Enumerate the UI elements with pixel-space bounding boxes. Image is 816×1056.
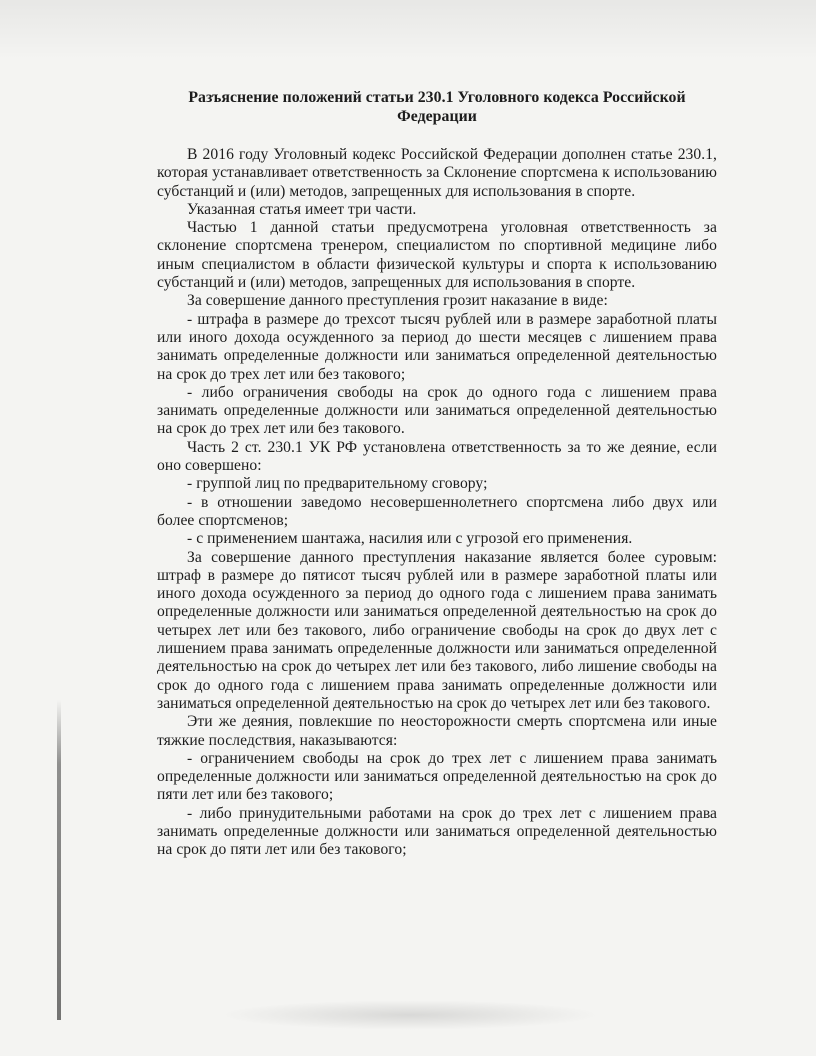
document-title: Разъяснение положений статьи 230.1 Уголовного кодекса Российской Федерации	[188, 89, 686, 125]
paragraph-intro: В 2016 году Уголовный кодекс Российской Федерации дополнен статье 230.1, которая устанавливает ответственность за Склонение спортсмена к использованию субстанций и (или) методов, запрещенных для использования в спорте.	[157, 146, 717, 200]
list-item-forced-labor: - либо принудительными работами на срок до трех лет с лишением права занимать определенные должности или заниматься определенной деятельностью на срок до пяти лет или без такового;	[157, 804, 717, 859]
list-item-blackmail: - с применением шантажа, насилия или с угрозой его применения.	[187, 530, 633, 548]
list-item-group: - группой лиц по предварительному сговору;	[187, 475, 488, 493]
list-item-restriction: - либо ограничения свободы на срок до одного года с лишением права занимать определенные должности или заниматься определенной деятельностью на срок до трех лет или без такового.	[157, 383, 717, 438]
list-item-restriction-3y: - ограничением свободы на срок до трех лет с лишением права занимать определенные должности или заниматься определенной деятельностью на срок до пяти лет или без такового;	[157, 749, 717, 804]
scan-shadow	[0, 0, 816, 60]
scan-smudge	[220, 1000, 600, 1030]
paragraph-part-1: Частью 1 данной статьи предусмотрена уголовная ответственность за склонение спортсмена тренером, специалистом по спортивной медицине либо иным специалистом в области физической культуры и спорта к использованию субстанций и (или) методов, запрещенных для использования в спорте.	[157, 219, 717, 292]
document-body	[157, 89, 717, 860]
list-item-fine: - штрафа в размере до трехсот тысяч рублей или в размере заработной платы или иного дохода осужденного за период до шести месяцев с лишением права занимать определенные должности или заниматься определенной деятельностью на срок до трех лет или без такового;	[157, 310, 717, 383]
paragraph-parts-count: Указанная статья имеет три части.	[187, 200, 417, 218]
paragraph-part-2-penalty: За совершение данного преступления наказание является более суровым: штраф в размере до пятисот тысяч рублей или в размере заработной платы или иного дохода осужденного за период до одного года с лишением права занимать определенные должности или заниматься определенной деятельностью на срок до четырех лет или без такового, либо ограничение свободы на срок до двух лет с лишением права занимать определенные должности или заниматься определенной деятельностью на срок до четырех лет или без такового, либо лишение свободы на срок до одного года с лишением права занимать определенные должности или заниматься определенной деятельностью на срок до четырех лет или без такового.	[157, 548, 717, 712]
paragraph-part-3: Эти же деяния, повлекшие по неосторожности смерть спортсмена или иные тяжкие последствия, наказываются:	[157, 713, 717, 749]
paragraph-penalty-intro: За совершение данного преступления грозит наказание в виде:	[187, 292, 608, 310]
paragraph-part-2: Часть 2 ст. 230.1 УК РФ установлена ответственность за то же деяние, если оно совершено:	[157, 438, 717, 475]
list-item-minor: - в отношении заведомо несовершеннолетнего спортсмена либо двух или более спортсменов;	[157, 493, 717, 529]
scan-edge-mark	[57, 700, 61, 1020]
